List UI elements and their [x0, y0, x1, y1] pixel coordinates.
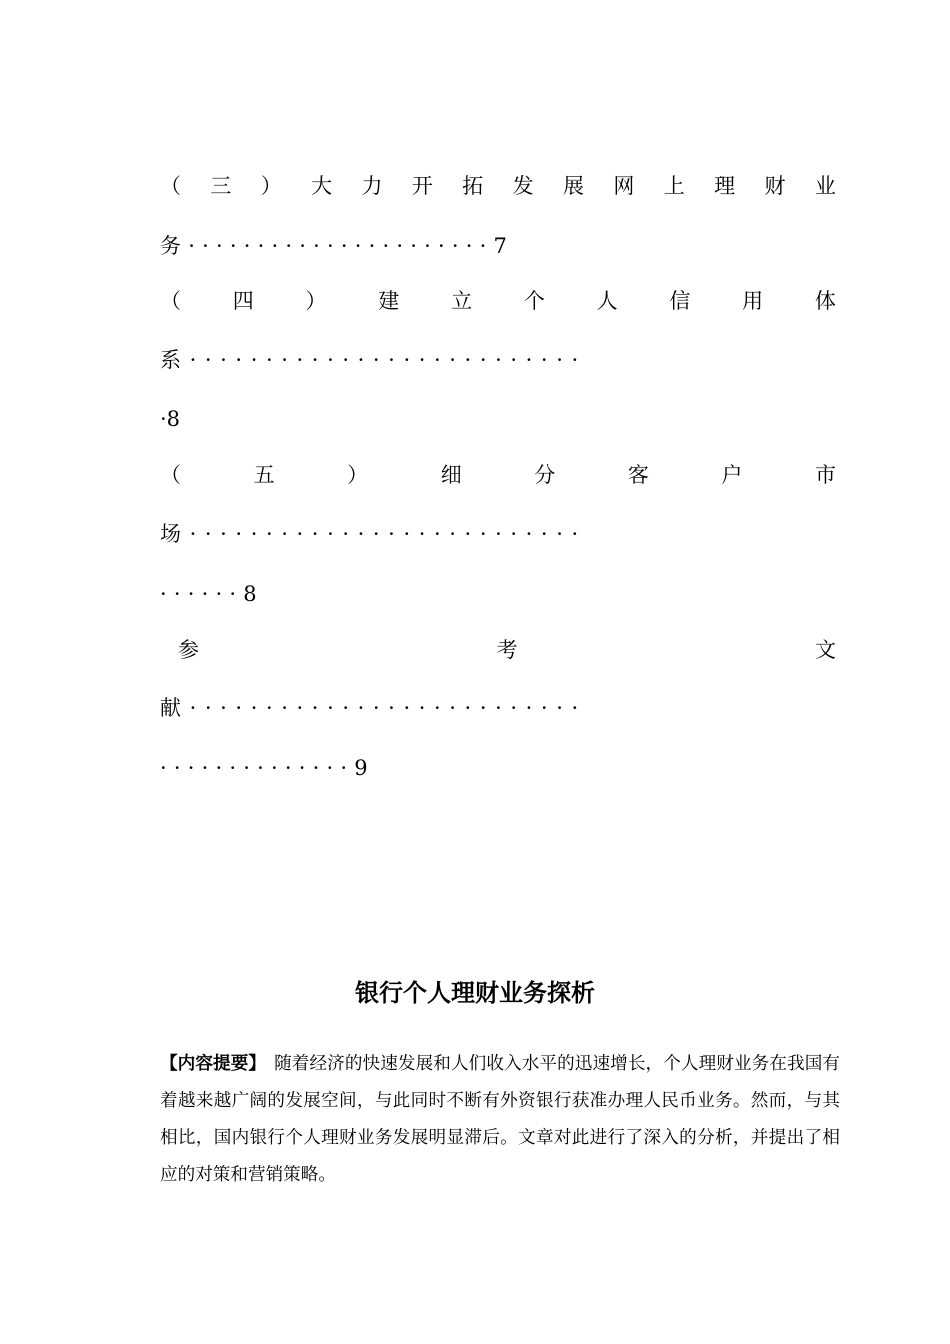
toc-item-4-title — [160, 287, 836, 315]
toc-item-3-char: 理 — [714, 174, 736, 198]
abstract-label: 【内容提要】 — [160, 1054, 267, 1074]
toc-references-title — [178, 636, 836, 664]
toc-item-3-title — [160, 172, 836, 200]
toc-item-4-char: 立 — [451, 289, 473, 313]
toc-item-4-char: 建 — [378, 289, 400, 313]
toc-item-5-char: 客 — [627, 463, 649, 487]
abstract — [160, 1046, 840, 1194]
toc-item-3-char: 网 — [613, 174, 635, 198]
toc-item-4-char: 四 — [232, 289, 254, 313]
toc-item-4-char: 体 — [814, 289, 836, 313]
toc-references-page: ··············9 — [160, 756, 375, 780]
toc-item-3-char: 拓 — [462, 174, 484, 198]
toc-references-char: 文 — [815, 638, 836, 662]
toc-item-4-page: ·8 — [160, 407, 181, 431]
toc-references-char: 参 — [178, 638, 199, 662]
toc-item-4-char: 人 — [596, 289, 618, 313]
abstract-text: 随着经济的快速发展和人们收入水平的迅速增长，个人理财业务在我国有着越来越广阔的发展空间，与此同时不断有外资银行获准办理人民币业务。然而，与其相比，国内银行个人理财业务发展明显滞后。文章对此进行了深入的分析，并提出了相应的对策和营销策略。 — [160, 1054, 840, 1185]
toc-item-4-leader: 系·························· — [160, 348, 587, 372]
toc-item-4-char: 信 — [669, 289, 691, 313]
toc-item-4-char: 个 — [523, 289, 545, 313]
toc-item-5-char: 市 — [814, 463, 836, 487]
toc-item-5-title — [160, 461, 836, 489]
toc-references-leader: 献·························· — [160, 696, 587, 720]
toc-item-3-char: 上 — [663, 174, 685, 198]
toc-item-5-char: 细 — [440, 463, 462, 487]
toc-item-3-char: 业 — [814, 174, 836, 198]
toc-item-4-char: （ — [160, 289, 181, 313]
toc-item-3-char: 发 — [512, 174, 534, 198]
toc-item-5-char: 五 — [253, 463, 275, 487]
toc-item-3-leader: 务······················7 — [160, 234, 515, 258]
toc-item-5-leader: 场·························· — [160, 522, 587, 546]
toc-item-3-char: 财 — [764, 174, 786, 198]
toc-item-3-char: 力 — [361, 174, 383, 198]
toc-item-4-char: ） — [305, 289, 327, 313]
toc-item-5-char: 分 — [534, 463, 556, 487]
toc-item-5-page: ······8 — [160, 582, 264, 606]
toc-item-5-char: （ — [160, 463, 181, 487]
toc-item-3-char: （ — [160, 174, 181, 198]
toc-item-5-char: 户 — [721, 463, 743, 487]
article-title: 银行个人理财业务探析 — [355, 979, 595, 1007]
toc-item-3-char: 开 — [411, 174, 433, 198]
toc-references-char: 考 — [496, 638, 518, 662]
toc-item-3-char: 大 — [311, 174, 333, 198]
toc-item-3-char: ） — [260, 174, 282, 198]
toc-item-3-char: 三 — [210, 174, 232, 198]
toc-item-5-char: ） — [347, 463, 369, 487]
toc-item-4-char: 用 — [742, 289, 764, 313]
toc-item-3-char: 展 — [563, 174, 584, 198]
